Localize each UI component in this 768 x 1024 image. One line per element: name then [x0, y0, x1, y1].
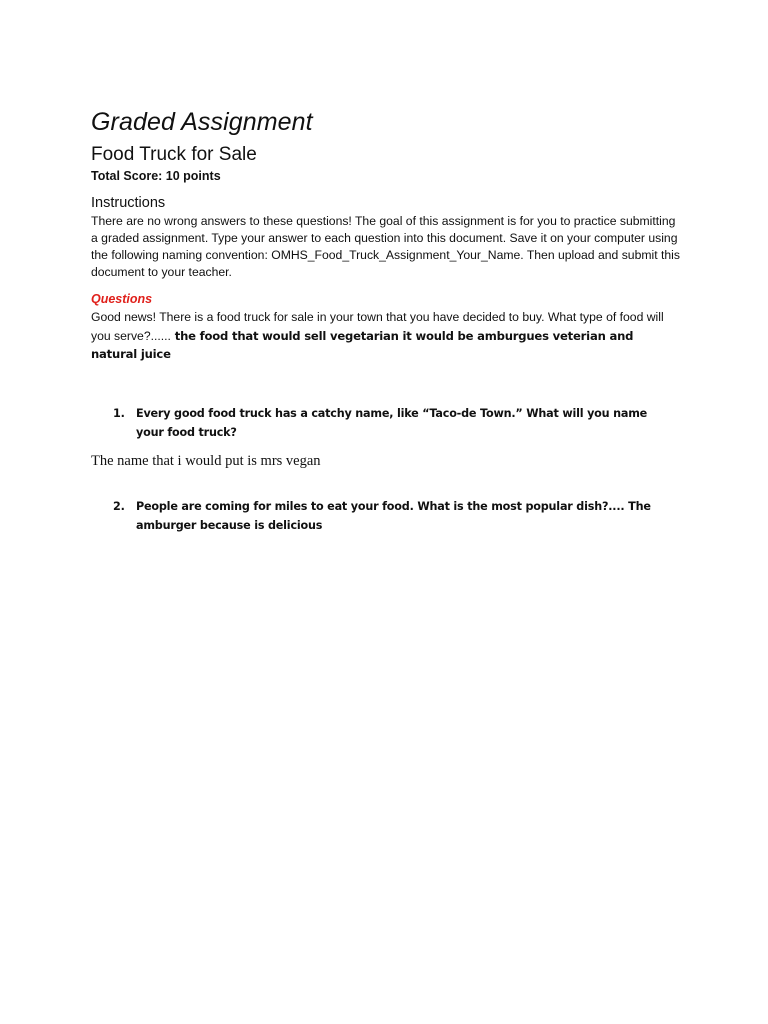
question-text-1: Every good food truck has a catchy name, like “Taco-de Town.” What will you name your food truck?	[136, 407, 648, 439]
questions-heading: Questions	[91, 292, 153, 306]
intro-question	[91, 308, 681, 364]
question-number-2: 2.	[113, 500, 125, 513]
intro-question-prompt: Good news! There is a food truck for sale in your town that you have decided to buy. What type of food will you serve?......	[91, 310, 664, 343]
instructions-heading: Instructions	[91, 195, 166, 211]
question-answer-1: The name that i would put is mrs vegan	[91, 453, 321, 469]
total-score: Total Score: 10 points	[91, 169, 221, 183]
question-number-1: 1.	[113, 407, 125, 420]
question-item-1	[113, 405, 673, 442]
question-item-2	[113, 498, 673, 535]
document-subtitle: Food Truck for Sale	[91, 144, 257, 165]
document-title: Graded Assignment	[91, 108, 313, 136]
intro-question-answer: the food that would sell vegetarian it would be amburgues veterian and natural juice	[91, 328, 634, 361]
question-text-2: People are coming for miles to eat your food. What is the most popular dish?.... The amburger because is delicious	[136, 500, 651, 532]
instructions-body: There are no wrong answers to these questions! The goal of this assignment is for you to practice submitting a graded assignment. Type your answer to each question into this document. Save it on your computer using the following naming convention: OMHS_Food_Truck_Assignment_Your_Name. Then upload and submit this document to your teacher.	[91, 214, 680, 279]
